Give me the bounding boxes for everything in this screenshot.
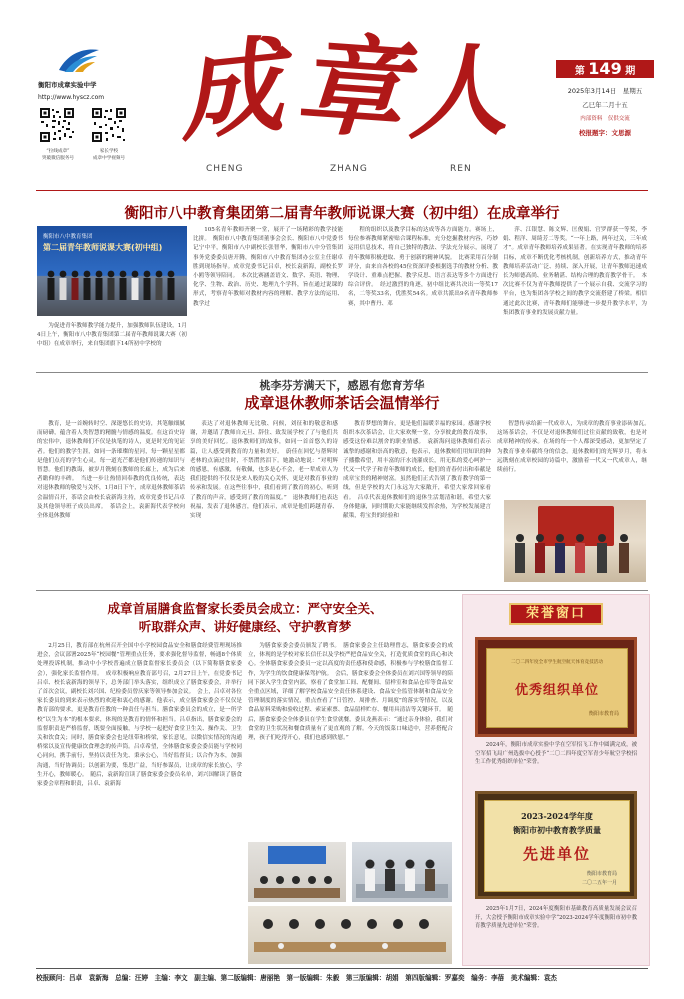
plaque-date: 二〇二五年一月: [581, 880, 617, 886]
plaque-org: 衡阳市初中教育教学质量: [513, 825, 601, 835]
honor-plaque-1: [475, 637, 637, 737]
article1-col1: 为促进青年教师教学能力提升，加强教师队伍建设，1月4日上午，衡阳市八中教育集团第二届青年教师说课大赛（初中组）在成章举行，来自集团旗下14所初中学校的: [37, 323, 187, 348]
group-people-icon: [510, 530, 642, 582]
article1-col4: 萍、江银慧、陈文辉、匡俊娟、官罗群获一等奖，李娟、程洋、周绮芳二等奖。“一年上路，两年过关，三年成才”。成章青年教师培养成果显著。在实现青年教师的培养目标，成章不断优化考核机制，创新培养方式，推动青年教师培养活动广泛、持续、深入开展，让青年教师迅速成长为师德高尚、业务精湛、结构合理的教育教学骨干。 本次比赛不仅为青年教师提供了一个展示自我、交流学习的平台，也为集团各学校之间的教学交流搭建了桥梁。相信通过此次比赛，青年教师们能够进一步提升教学水平，为集团教育事业的发展贡献力量。: [503, 227, 647, 316]
group-people-icon: [356, 854, 448, 900]
article3-col2: 为膳食家委会委员颁发了聘书。 膳食家委会主任助理曾志，膳食家委会的成立，体现的是学校对家长信任以及学校严把食品安全关，打造优质食堂的真心和决心。全体膳食家委会委员一定以高度的责任感和使命感，积极参与学校膳食监督工作，为学生的饮食健康保驾护航。 会后，膳食家委会全体委员在刘兴国等领导的陪同下深入学生食堂内部，察看了食堂加工间、配餐间、留样室和食品仓库等食品安全重点区域，详细了解学校食品安全责任体系建设、食品安全监管体制和食品安全管理制度的落实情况，重点查看了“日管控、周排查、月调度”的落实等情况，以及食品原料采购和验收过程、索证索票、食品留样贮存、餐用具清洁等关键环节。 随后，膳食家委会全体委员在学生食堂就餐，委员龙燕表示：“通过亲身体验，我们对食堂的卫生状况和餐食质量有了更直观的了解。今天的饭菜口味适中，营养搭配合理，孩子们吃得开心，我们也感到欣慰。”: [248, 643, 453, 742]
school-name: 衡阳市成章实验中学: [38, 81, 97, 89]
banner-text: 第二届青年教师说课大赛(初中组): [43, 243, 163, 252]
honor-caption-2: 2025年1月7日，2024年度衡阳市基础教育高质量发展会议召开，大会授予衡阳市成章实验中学“2023-2024学年度衡阳市初中教育教学质量先进单位”荣誉。: [475, 906, 637, 930]
plaque-title: 优秀组织单位: [514, 683, 599, 698]
masthead: 衡阳市成章实验中学 http://www.hyscz.com “拉线成章” 突破微信服务号 家长学校 成章中学视频号 成 章 人 CHENG ZHANG REN 第 149 期 2025年3月14日 星期五 乙巳年二月十五 内部资料 仅供交流 校报题字：文思源: [0, 0, 684, 190]
qr-caption: 家长学校 成章中学视频号: [92, 149, 126, 161]
issue-proofreader: 校报题字：文思源: [579, 129, 631, 137]
group-people-icon: [41, 264, 183, 314]
title-char: 人: [402, 30, 510, 154]
school-url[interactable]: http://www.hyscz.com: [38, 94, 105, 101]
article1-col3: 程的组织以及教学目标的达成等各方面能力。赛场上，每位参赛教师紧密贴合课程标准，充分挖掘教材内容，巧妙运用信息技术，将自己独特的教法、学法充分展示，展现了青年教师积极进取、勇于创新的精神风貌。 比赛采用百分制评分，由来自各校的45位资深评委根据选手的教材分析、教学设计、重难点把握、教学反思、语言表达等多个方面进行综合评价。 经过激烈的角逐，初中组比赛共决出一等奖17名，二等奖33名，优胜奖54名。成章共派出9名青年教师参赛，其中曹丹、邓: [348, 227, 498, 307]
issue-number-banner: 第 149 期: [556, 60, 654, 78]
honor-caption-1: 2024年，衡阳市成章实验中学在空军招飞工作中圆满完成，被空军招飞局广州选拔中心授予“二〇二四年度空军青少年航空学校招生工作优秀组织单位”荣誉。: [475, 742, 637, 766]
banner-text: 衡阳市八中教育集团: [43, 234, 93, 240]
plaque-footer: 衡阳市教育局: [586, 871, 617, 877]
article3-headline: 成章首届膳食监督家长委员会成立：严守安全关、 听取群众声、讲好健康经、守护教育梦: [107, 601, 383, 634]
article1-col2: 105名青年教师齐聚一堂，展开了一场精彩的教学技能比拼。 衡阳市八中教育集团董事会会长、衡阳市八中党委书记宁中平，衡阳市八中副校长张智华，衡阳市八中分管集团事务党委委员唐开腾，衡阳市八中教育集团办公室主任谢卓胜到现场指导。成章党委书记吕卓，校长袁新海，副校长罗小鸥等领导陪同。 本次比赛涵盖语文、数学、英语、物理、化学、生物、政治、历史、地理九个学科，旨在通过说课的形式，考察青年教师对教材内容的理解、教学方法的运用、教学过: [193, 227, 343, 307]
issue-box: [556, 60, 654, 137]
plaque-year: 2023-2024学年度: [521, 811, 593, 821]
committee-meeting-photo: [248, 842, 346, 902]
article2-col1: 教育，是一首婉转时空、深邃悠长的史诗，其笔触细腻而磅礴，蕴含着人类智慧的精髓与情感的温度。在这首史诗的宏伟中，退休教师们不仅是执笔的诗人，更是时光的见证者。他们的教学生涯，如同一条璀璨的星河，每一颗星星都是他们点亮的学生心灵，每一道光芒都是他们传递的知识与智慧。他们的教诲，被岁月镌刻在教师的长廊上，成为后来者瞻仰的丰碑。 当进一步让热情回奉教的优良传统，表达对退休教师的敬爱与关怀，1月8日下午，成章退休教师茶话会温情召开，茶话会由校长袁新海主持，成章党委书记吕卓及其他领导班子成员出席。 茶话会上，袁新海代表学校向全体退休教师: [37, 421, 185, 520]
contest-stage-photo: [37, 226, 187, 316]
qr-caption: “拉线成章” 突破微信服务号: [41, 149, 75, 161]
article2-col3: 教育梦想的舞台，更是他们温暖幸福的家园。感谢学校组织本次茶话会，让大家欢聚一堂，分享彼此的教育故事，感受这份难以割舍的职业情感。 袁新海问退休教师们表示诚挚的感谢和崇高的敬意，他表示，退休教师们用知识的种子播撒希望，用丰富的汗水浇灌成长，用无私的爱心呵护一代又一代学子和青年教师的成长，他们的青春付出和奉献是成章宝贵的精神财富。虽然他们正式告别了教育教学的第一线，但是学校的大门永远为大家敞开，希望大家常回家看看。 吕卓代表退休教师们的退休生活划清和谐，希望大家身体健康，同时期盼大家能继续发挥余热，为学校发展建言献策，将宝贵的经验和: [343, 421, 491, 520]
footer-divider: [36, 968, 648, 969]
article2-col2: 表达了对退休教师无比敬、问候，刘征和的敬意和感谢，并邀请了教师自元旦、辞住、致发展学校了了与他们共享的美好回忆。退休教师们的故事，如同一首首悠久的诗篇，让人感受到教育的力量和美好。 蔚佳在回忆与帮辉时老林的点滴过往时，不禁潸然泪下。她激动地说：“对明辉的感恩，有感激，有敬佩，也多是心不会，老一辈成章人为我们提供的不仅仅是来人般的关心关怀，更是对教育事业的传承和发展。在这些往事中，我们看到了教育的初心，听到了教育的声音，感受到了教育的温度。” 退休教师们也表达祝福，发表了退休感言，他们表示，成章是他们跨越青春、实现: [190, 421, 338, 520]
issue-number: 149: [588, 59, 622, 78]
issue-date: 2025年3月14日 星期五: [567, 87, 643, 95]
section-divider: [36, 590, 648, 591]
article2-col4: 智慧传承给新一代成章人，为成章的教育事业添砖加瓦。 这场茶话会，不仅是对退休教师们过往贡献的致敬，也是对成章精神的传承。在场的每一个人都深受感动，更加坚定了为教育事业奉献终身的信念。退休教师们的光辉岁月，将永远镌刻在成章校园的诗篇中，激励着一代又一代成章人，继续前行。: [497, 421, 653, 474]
group-people-icon: [252, 870, 342, 900]
honor-window: [462, 594, 650, 966]
projector-screen: [268, 846, 326, 864]
honor-plaque-2: [475, 791, 637, 899]
section-divider: [36, 372, 648, 373]
honor-title: 荣誉窗口: [525, 606, 586, 621]
article3-col1: 2月25日，教育部在杭州召开全国中小学校园食品安全和膳食经费管理现场推进会，会议部署2025年“校园餐”管理重点任务，要求强化督导监督，畅通8个体质处理投诉机制，推动中小学校普遍成立膳食监督家长委员会（以下简称膳食家委会），强化家长监督作用。 成章积极响应教育部号召，2月27日上午，在党委书记吕卓、校长袁新海的领导下，总务部门举头落实，组织成立了膳食家委会，并举行了首次会议，副校长刘兴国、纪检委员曾庆家等领导参加会议。 会上，吕卓对各位家长委员的到来表示热烈的欢迎和衷心的感谢。他表示，成立膳食家委会不仅仅是教育部的要求，更是教育任教的一种责任与担当。膳食家委员会的成立，是一所学校“以生为本”的根本要求，体现的是教育的情怀和担当。吕卓指出，膳食家委会的监督职责是严格监督，既要全面接触，与学校一起把好食堂卫生关、操作关、卫生关和饮食关；同时，膳食家委会也是纽带和桥梁，家长意见，以微信实情况的沟通桥梁以及宣传健康饮食理念的传声筒。吕卓希望，全体膳食家委会委员能与学校同心同向，携手前行，坚持以责任为先、秉承公心，当好监督员；以合作为本，加强沟通，当好协调员；以创新为要，集思广益，当好参谋员，让成章的家长放心，学生开心，教师暖心。 随后，袁新海宣读了膳食家委会委员名单，刘兴国解读了膳食家委会章程和职责，吕卓、袁新海: [37, 643, 242, 788]
plaque-footer: 衡阳市教育局: [588, 711, 619, 717]
qr-code-icon: [38, 106, 76, 144]
masthead-title: [171, 21, 512, 180]
plaque-title: 先进单位: [522, 845, 591, 863]
issue-internal-note: 内部资料 仅供交流: [580, 116, 630, 122]
group-people-icon: [254, 912, 446, 960]
school-logo-icon: [55, 44, 103, 74]
retired-teachers-photo: [504, 500, 646, 582]
qr-code-icon: [90, 106, 128, 144]
title-char: 章: [291, 21, 409, 155]
title-char: 成: [171, 22, 289, 157]
article1-headline: 衡阳市八中教育集团第二届青年教师说课大赛（初中组）在成章举行: [124, 205, 560, 222]
honor-title-banner: [509, 603, 603, 625]
canteen-meal-photo: [248, 906, 452, 964]
article2-headline: 桃李芬芳满天下，感恩有您育芳华 成章退休教师茶话会温情举行: [244, 379, 440, 412]
issue-lunar-date: 乙巳年二月十五: [582, 101, 628, 109]
canteen-inspection-photo: [352, 842, 452, 902]
plaque-header: 二〇二四年度全市学生航空航天体育竞技活动: [511, 660, 603, 665]
masthead-divider: [36, 190, 648, 191]
footer-credits: 校报顾问：吕卓 袁新海 总编：汪婷 主编：李文 副主编、第二版编辑：唐丽艳 第一版编辑：朱毅 第三版编辑：胡娟 第四版编辑：罗嘉奕 编务：李蓓 美术编辑：袁杰: [36, 974, 557, 982]
